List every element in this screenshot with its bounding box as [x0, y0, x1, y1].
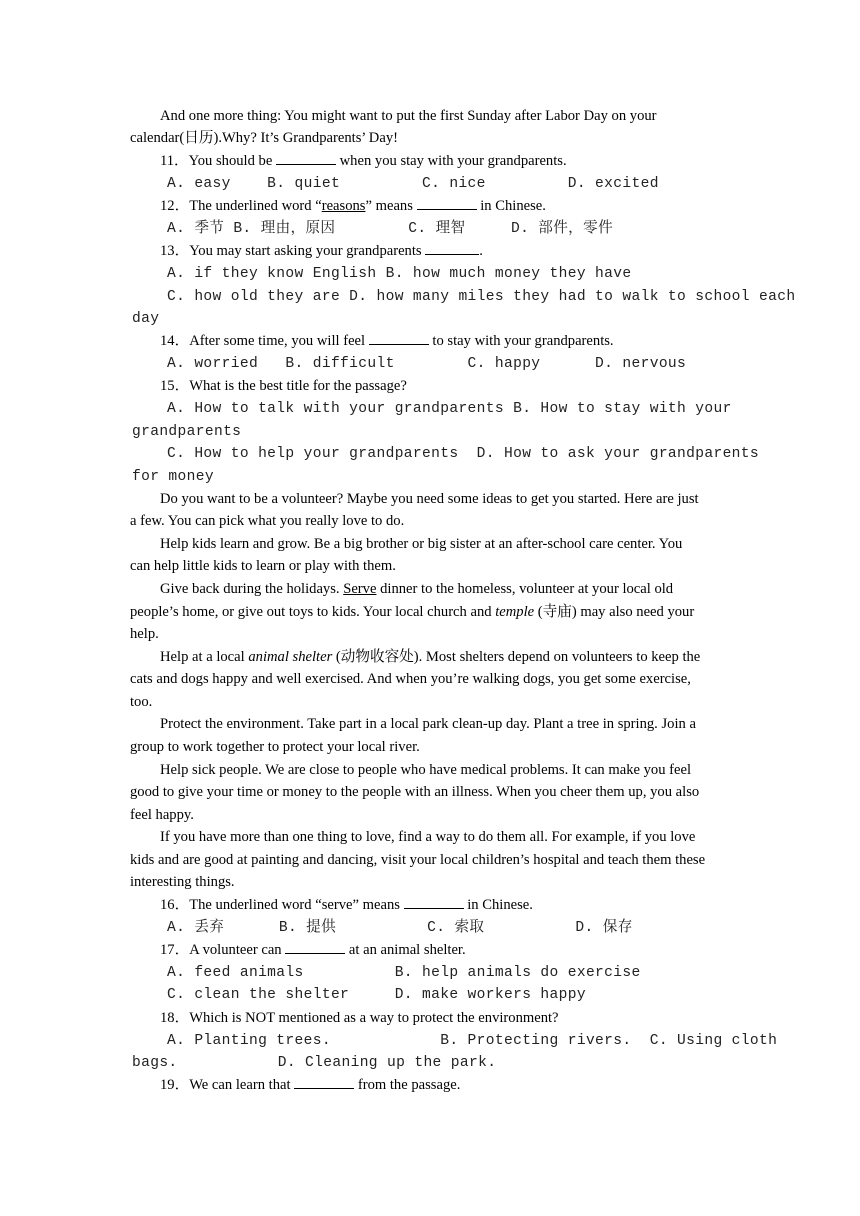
- question-number: 17．: [160, 942, 190, 958]
- question-number: 13．: [160, 243, 190, 259]
- paragraph-line: Help sick people. We are close to people who have medical problems. It can make you feel: [160, 762, 692, 778]
- answer-options: A. 季节 B. 理由，原因 C. 理智 D. 部件，零件: [167, 221, 614, 237]
- answer-blank: [285, 940, 345, 954]
- paragraph-line: too.: [130, 694, 153, 710]
- answer-blank: [294, 1075, 354, 1089]
- answer-blank: [417, 196, 477, 210]
- answer-options: C. clean the shelter D. make workers happy: [167, 987, 586, 1003]
- italic-word: animal shelter: [248, 649, 333, 665]
- paragraph-line: kids and are good at painting and dancing, visit your local children’s hospital and teach them these: [130, 852, 706, 868]
- paragraph-line: [160, 646, 700, 668]
- question-stem: when you stay with your grandparents.: [339, 153, 567, 169]
- answer-options: bags. D. Cleaning up the park.: [132, 1055, 497, 1071]
- question-number: 12．: [160, 198, 190, 214]
- question-stem: A volunteer can: [189, 942, 282, 958]
- question-stem: You should be: [188, 153, 273, 169]
- question-number: 19．: [160, 1077, 190, 1093]
- underlined-word: reasons: [321, 198, 366, 214]
- paragraph-line: And one more thing: You might want to put the first Sunday after Labor Day on your: [160, 108, 657, 124]
- answer-options: C. how old they are D. how many miles they had to walk to school each: [167, 289, 796, 305]
- paragraph-line: cats and dogs happy and well exercised. And when you’re walking dogs, you get some exercise,: [130, 671, 691, 687]
- text-span: Give back during the holidays.: [160, 581, 340, 597]
- text-span: dinner to the homeless, volunteer at your local old: [380, 581, 674, 597]
- question-stem: The underlined word “serve” means: [189, 897, 400, 913]
- paragraph-line: [130, 601, 694, 623]
- question-number: 15．: [160, 378, 190, 394]
- paragraph-line: feel happy.: [130, 807, 194, 823]
- question-11: [160, 150, 567, 172]
- paragraph-line: good to give your time or money to the people with an illness. When you cheer them up, you also: [130, 784, 700, 800]
- answer-options: A. How to talk with your grandparents B. How to stay with your: [167, 401, 732, 417]
- question-stem: in Chinese.: [467, 897, 533, 913]
- answer-options: day: [132, 311, 160, 327]
- question-13: [160, 240, 483, 262]
- answer-options: A. feed animals B. help animals do exercise: [167, 965, 641, 981]
- question-number: 14．: [160, 333, 190, 349]
- paragraph-line: can help little kids to learn or play with them.: [130, 558, 396, 574]
- question-12: [160, 195, 546, 217]
- answer-options: A. Planting trees. B. Protecting rivers. C. Using cloth: [167, 1033, 778, 1049]
- paragraph-line: Do you want to be a volunteer? Maybe you need some ideas to get you started. Here are just: [160, 491, 699, 507]
- question-number: 16．: [160, 897, 190, 913]
- question-number: 18．: [160, 1010, 190, 1026]
- text-span: Help at a local: [160, 649, 245, 665]
- answer-blank: [276, 151, 336, 165]
- text-span: (动物收容处). Most shelters depend on volunteers to keep the: [335, 649, 701, 665]
- paragraph-line: Help kids learn and grow. Be a big brother or big sister at an after-school care center. You: [160, 536, 683, 552]
- answer-options: A. worried B. difficult C. happy D. nervous: [167, 356, 687, 372]
- question-stem: in Chinese.: [480, 198, 546, 214]
- question-stem: at an animal shelter.: [348, 942, 466, 958]
- answer-blank: [404, 895, 464, 909]
- question-stem: What is the best title for the passage?: [189, 378, 407, 394]
- question-stem: The underlined word “: [189, 198, 322, 214]
- paragraph-line: group to work together to protect your local river.: [130, 739, 420, 755]
- paragraph-line: interesting things.: [130, 874, 235, 890]
- text-span: people’s home, or give out toys to kids. Your local church and: [130, 604, 492, 620]
- paragraph-line: [160, 578, 673, 600]
- underlined-word: Serve: [343, 581, 377, 597]
- question-15: [160, 375, 407, 397]
- question-stem: We can learn that: [189, 1077, 291, 1093]
- paragraph-line: help.: [130, 626, 159, 642]
- answer-options: A. if they know English B. how much money they have: [167, 266, 632, 282]
- question-stem: .: [479, 243, 483, 259]
- question-stem: You may start asking your grandparents: [189, 243, 422, 259]
- question-17: [160, 939, 466, 961]
- answer-blank: [369, 331, 429, 345]
- question-18: [160, 1007, 559, 1029]
- question-stem: ” means: [365, 198, 413, 214]
- paragraph-line: If you have more than one thing to love, find a way to do them all. For example, if you love: [160, 829, 696, 845]
- question-14: [160, 330, 614, 352]
- question-19: [160, 1074, 460, 1096]
- paragraph-line: calendar(日历).Why? It’s Grandparents’ Day!: [130, 130, 398, 146]
- answer-options: for money: [132, 469, 214, 485]
- answer-options: C. How to help your grandparents D. How to ask your grandparents: [167, 446, 759, 462]
- text-span: (寺庙) may also need your: [537, 604, 695, 620]
- question-stem: from the passage.: [357, 1077, 461, 1093]
- question-stem: Which is NOT mentioned as a way to protect the environment?: [189, 1010, 559, 1026]
- question-16: [160, 894, 533, 916]
- question-stem: After some time, you will feel: [189, 333, 366, 349]
- paragraph-line: a few. You can pick what you really love to do.: [130, 513, 405, 529]
- paragraph-line: Protect the environment. Take part in a local park clean-up day. Plant a tree in spring. Join a: [160, 716, 696, 732]
- answer-options: grandparents: [132, 424, 242, 440]
- answer-options: A. easy B. quiet C. nice D. excited: [167, 176, 659, 192]
- question-stem: to stay with your grandparents.: [432, 333, 614, 349]
- italic-word: temple: [495, 604, 535, 620]
- answer-blank: [425, 241, 479, 255]
- question-number: 11．: [160, 153, 189, 169]
- answer-options: A. 丢弃 B. 提供 C. 索取 D. 保存: [167, 920, 633, 936]
